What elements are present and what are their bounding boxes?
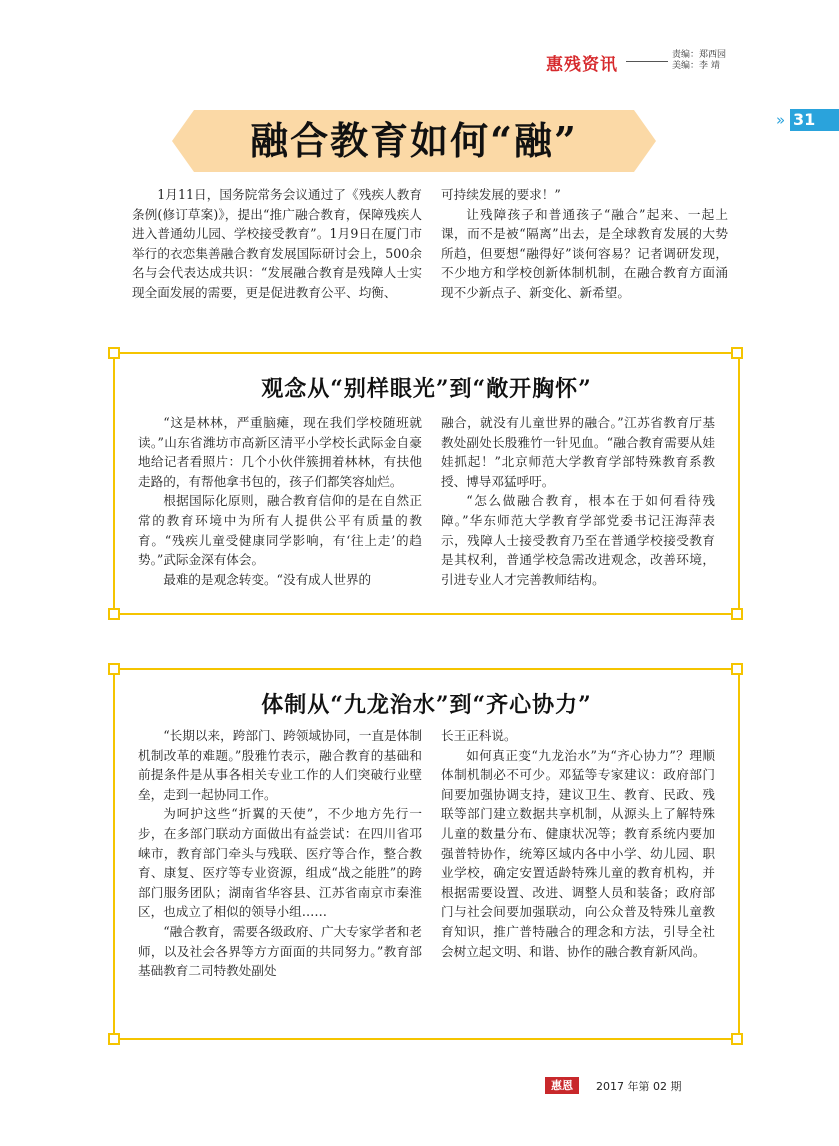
section1-right-column [441,413,715,589]
section2-left-column [138,726,422,981]
editor-credits [672,50,726,72]
double-chevron-icon: » [776,111,786,129]
frame-corner [731,347,743,359]
section-heading: 观念从“别样眼光”到“敞开胸怀” [261,376,592,402]
frame-corner [108,608,120,620]
frame-corner [731,1033,743,1045]
frame-corner [731,663,743,675]
frame-corner [731,608,743,620]
section1-left-column [138,413,422,589]
section-heading: 体制从“九龙治水”到“齐心协力” [261,692,592,718]
intro-continuation: 可持续发展的要求！” [441,187,561,202]
section-paragraph: “融合教育，需要各级政府、广大专家学者和老师，以及社会各界等方方面面的共同努力。”教育部基础教育二司特教处副处 [138,923,422,979]
intro-paragraph: 1月11日，国务院常务会议通过了《残疾人教育条例(修订草案)》，提出“推广融合教育，保障残疾人进入普通幼儿园、学校接受教育”。1月9日在厦门市举行的衣恋集善融合教育发展国际研讨会上，500余名与会代表达成共识：“发展融合教育是残障人士实现全面发展的需要，更是促进教育公平、均衡、 [132,187,422,300]
issue-label: 2017 年第 02 期 [596,1080,682,1093]
header-divider [626,61,668,62]
magazine-logo: 惠恩 [545,1077,579,1094]
editor-line: 责编：郑西园 [672,50,727,60]
section-paragraph: 为呵护这些“折翼的天使”，不少地方先行一步，在多部门联动方面做出有益尝试：在四川省邛崃市，教育部门牵头与残联、医疗等合作，整合教育、康复、医疗等专业资源，组成“战之能胜”的跨部门服务团队；湖南省华容县、江苏省南京市秦淮区，也成立了相似的领导小组…… [138,806,422,920]
intro-paragraph: 让残障孩子和普通孩子“融合”起来、一起上课，而不是被“隔离”出去，是全球教育发展的大势所趋，但要想“融得好”谈何容易？记者调研发现，不少地方和学校创新体制机制，在融合教育方面涌现不少新点子、新变化、新希望。 [441,206,728,300]
section-paragraph: “这是林林，严重脑瘫，现在我们学校随班就读。”山东省潍坊市高新区清平小学校长武际金自豪地给记者看照片：几个小伙伴簇拥着林林，有扶他走路的，有帮他拿书包的，孩子们都笑容灿烂。 [138,415,422,489]
section-continuation: 融合，就没有儿童世界的融合。”江苏省教育厅基教处副处长殷雅竹一针见血。“融合教育需要从娃娃抓起！”北京师范大学教育学部特殊教育系教授、博导邓猛呼吁。 [441,415,715,489]
section-paragraph: 最难的是观念转变。“没有成人世界的 [163,571,372,587]
section-paragraph: 根据国际化原则，融合教育信仰的是在自然正常的教育环境中为所有人提供公平有质量的教育。“残疾儿童受健康同学影响，有‘往上走’的趋势。”武际金深有体会。 [138,493,422,568]
section-paragraph: “怎么做融合教育，根本在于如何看待残障。”华东师范大学教育学部党委书记汪海萍表示，残障人士接受教育乃至在普通学校接受教育是其权利，普通学校急需改进观念，改善环境，引进专业人才完善教师结构。 [441,493,715,587]
intro-left-column [132,185,422,303]
frame-corner [108,347,120,359]
section-tag: 惠残资讯 [546,55,618,75]
section-continuation: 长王正科说。 [441,728,517,743]
section-paragraph: “长期以来，跨部门、跨领域协同，一直是体制机制改革的难题。”殷雅竹表示，融合教育的基础和前提条件是从事各相关专业工作的人们突破行业壁垒，走到一起协同工作。 [138,728,422,802]
page-number-badge [776,109,839,131]
intro-right-column [441,185,728,303]
frame-corner [108,1033,120,1045]
article-title: 融合教育如何“融” [250,118,578,163]
frame-corner [108,663,120,675]
designer-line: 美编：李 靖 [672,61,720,71]
section2-right-column [441,726,715,961]
section-paragraph: 如何真正变“九龙治水”为“齐心协力”？理顺体制机制必不可少。邓猛等专家建议：政府部门间要加强协调支持，建议卫生、教育、民政、残联等部门建立数据共享机制，从源头上了解特殊儿童的数量分布、健康状况等；教育系统内要加强普特协作，统筹区域内各中小学、幼儿园、职业学校，确定安置适龄特殊儿童的教育机构，并根据需要设置、改进、调整人员和装备；政府部门与社会间要加强联动，向公众普及特殊儿童教育知识，推广普特融合的理念和方法，引导全社会树立起文明、和谐、协作的融合教育新风尚。 [441,747,715,959]
page-number: 31 [790,109,839,131]
